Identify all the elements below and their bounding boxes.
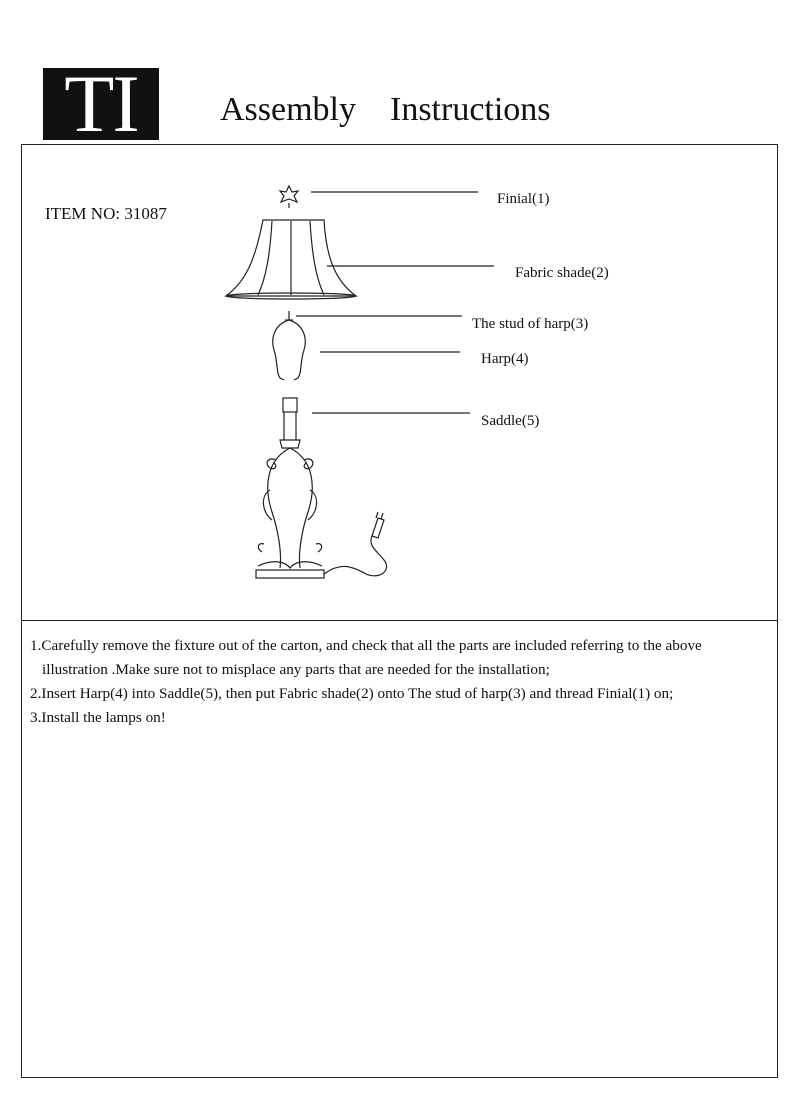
fabric-shade-illustration — [226, 220, 356, 299]
section-divider — [21, 620, 778, 621]
part-label-stud-of-harp: The stud of harp(3) — [472, 316, 589, 332]
instructions-list — [30, 634, 775, 730]
part-label-fabric-shade: Fabric shade(2) — [515, 265, 609, 281]
part-label-finial: Finial(1) — [497, 191, 550, 207]
instruction-step-1: 1.Carefully remove the fixture out of the carton, and check that all the parts are included referring to the above — [30, 637, 702, 654]
logo-text: TI — [64, 58, 138, 149]
page-title: Assembly Instructions — [220, 91, 551, 128]
part-label-saddle: Saddle(5) — [481, 413, 540, 429]
instruction-step-2: 2.Insert Harp(4) into Saddle(5), then put Fabric shade(2) onto The stud of harp(3) and thread Finial(1) on; — [30, 685, 674, 702]
harp-illustration — [273, 311, 305, 380]
lamp-base-illustration — [256, 398, 387, 578]
instruction-step-1-continued: illustration .Make sure not to misplace any parts that are needed for the installation; — [42, 661, 550, 678]
part-label-harp: Harp(4) — [481, 351, 529, 367]
instruction-step-3: 3.Install the lamps on! — [30, 709, 166, 726]
finial-illustration — [280, 186, 298, 208]
item-number: ITEM NO: 31087 — [45, 204, 167, 223]
